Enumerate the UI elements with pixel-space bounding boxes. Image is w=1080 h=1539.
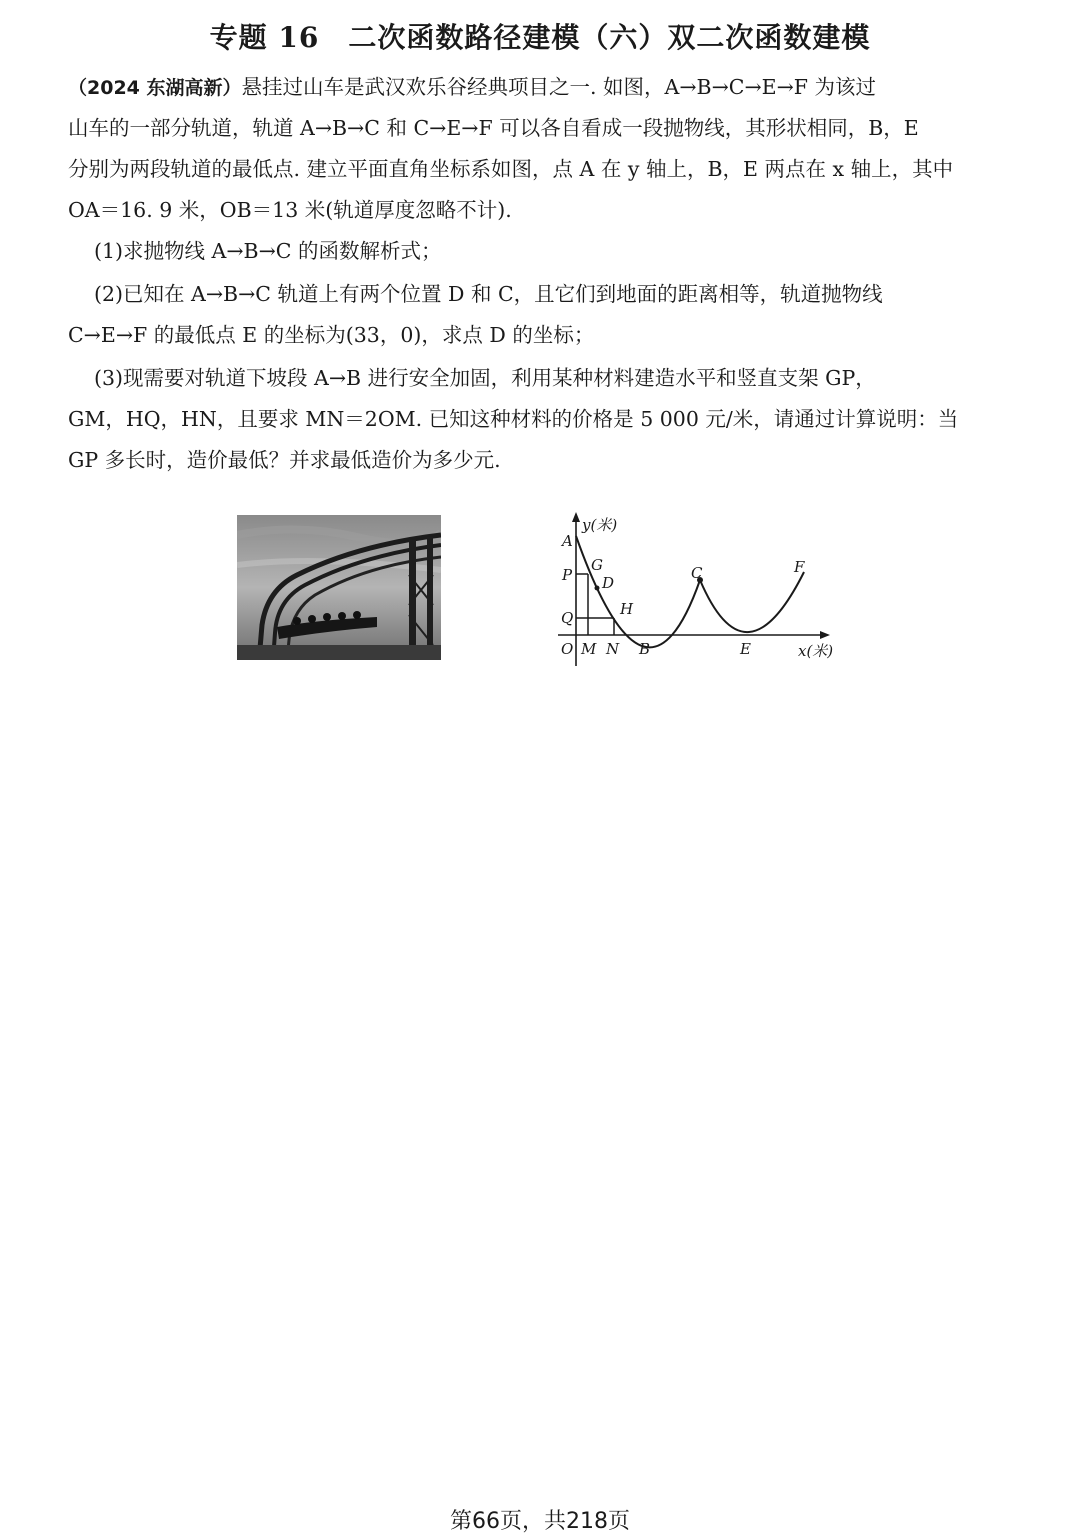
label-e: E xyxy=(740,640,751,658)
x-axis-label: x(米) xyxy=(798,642,834,660)
page-footer: 第66页，共218页 xyxy=(450,1509,630,1534)
label-p: P xyxy=(562,566,573,584)
problem-source: （2024 东湖高新） xyxy=(68,77,242,99)
question-3-line-2: GM，HQ，HN，且要求 MN＝2OM. 已知这种材料的价格是 5 000 元/米，请通过计算说明：当 xyxy=(68,407,959,431)
label-o: O xyxy=(561,640,574,658)
x-axis-arrow xyxy=(820,631,830,639)
label-m: M xyxy=(581,640,597,658)
question-3-line-3: GP 多长时，造价最低？并求最低造价为多少元. xyxy=(68,448,501,472)
roller-coaster-photo xyxy=(237,515,441,660)
page-title: 专题 16 二次函数路径建模（六）双二次函数建模 xyxy=(209,21,871,54)
coordinate-diagram xyxy=(548,506,848,670)
point-d xyxy=(595,586,600,591)
label-f: F xyxy=(794,558,805,576)
label-g: G xyxy=(591,556,603,574)
problem-line-4: OA＝16. 9 米，OB＝13 米(轨道厚度忽略不计). xyxy=(68,198,512,222)
label-a: A xyxy=(562,532,573,550)
question-2-line-2: C→E→F 的最低点 E 的坐标为(33，0)，求点 D 的坐标； xyxy=(68,323,595,347)
y-axis-arrow xyxy=(572,512,580,522)
label-d: D xyxy=(602,574,615,592)
question-2-line-1: (2)已知在 A→B→C 轨道上有两个位置 D 和 C，且它们到地面的距离相等，轨道抛物线 xyxy=(94,282,883,306)
question-3-line-1: (3)现需要对轨道下坡段 A→B 进行安全加固，利用某种材料建造水平和竖直支架 GP， xyxy=(94,366,876,390)
y-axis-label: y(米) xyxy=(582,516,618,534)
label-q: Q xyxy=(561,609,574,627)
problem-text-1: 悬挂过山车是武汉欢乐谷经典项目之一. 如图，A→B→C→E→F 为该过 xyxy=(241,75,876,99)
question-1: (1)求抛物线 A→B→C 的函数解析式； xyxy=(94,239,442,263)
label-h: H xyxy=(620,600,634,618)
label-n: N xyxy=(606,640,620,658)
parabola-cef xyxy=(700,572,804,632)
label-b: B xyxy=(639,640,651,658)
label-c: C xyxy=(691,564,703,582)
parabola-abc xyxy=(576,536,700,647)
problem-line-1 xyxy=(68,73,1013,102)
problem-line-2: 山车的一部分轨道，轨道 A→B→C 和 C→E→F 可以各自看成一段抛物线，其形状相同，B，E xyxy=(68,116,919,140)
problem-line-3: 分别为两段轨道的最低点. 建立平面直角坐标系如图，点 A 在 y 轴上，B，E 两点在 x 轴上，其中 xyxy=(68,157,954,181)
